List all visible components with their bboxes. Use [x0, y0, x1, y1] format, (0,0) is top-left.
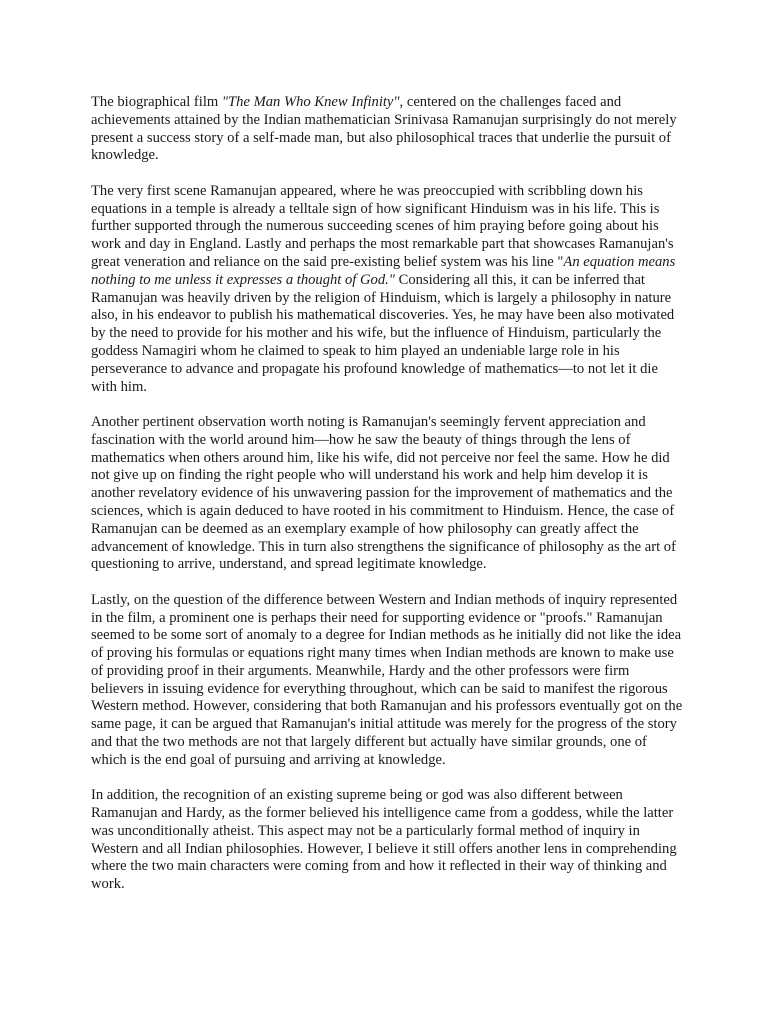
- paragraph-5: [91, 787, 683, 894]
- paragraph-1-text-a: The biographical film: [91, 94, 222, 110]
- paragraph-3: [91, 414, 683, 574]
- paragraph-4-text: Lastly, on the question of the difference between Western and Indian methods of inquiry represented in the film, a prominent one is perhaps their need for supporting evidence or "proofs." Ramanujan seemed to be some sort of anomaly to a degree for Indian methods as he initially did not like the idea of proving his formulas or equations right many times when Indian methods are known to make use of providing proof in their arguments. Meanwhile, Hardy and the other professors were firm believers in issuing evidence for everything throughout, which can be said to manifest the rigorous Western method. However, considering that both Ramanujan and his professors eventually got on the same page, it can be argued that Ramanujan's initial attitude was merely for the progress of the story and that the two methods are not that largely different but actually have similar grounds, one of which is the end goal of pursuing and arriving at knowledge.: [91, 591, 683, 768]
- paragraph-5-text: In addition, the recognition of an existing supreme being or god was also different between Ramanujan and Hardy, as the former believed his intelligence came from a goddess, while the latter was unconditionally atheist. This aspect may not be a particularly formal method of inquiry in Western and all Indian philosophies. However, I believe it still offers another lens in comprehending where the two main characters were coming from and how it reflected in their way of thinking and work.: [91, 787, 677, 893]
- paragraph-3-text: Another pertinent observation worth noting is Ramanujan's seemingly fervent appreciation and fascination with the world around him—how he saw the beauty of things through the lens of mathematics when others around him, like his wife, did not perceive nor feel the same. How he did not give up on finding the right people who will understand his work and help him develop it is another revelatory evidence of his unwavering passion for the improvement of mathematics and the sciences, which is again deduced to have rooted in his commitment to Hinduism. Hence, the case of Ramanujan can be deemed as an exemplary example of how philosophy can greatly affect the advancement of knowledge. This in turn also strengthens the significance of philosophy as the art of questioning to arrive, understand, and spread legitimate knowledge.: [91, 413, 676, 573]
- paragraph-2-text-b: Considering all this, it can be inferred that Ramanujan was heavily driven by the religion of Hinduism, which is largely a philosophy in nature also, in his endeavor to publish his mathematical discoveries. Yes, he may have been also motivated by the need to provide for his mother and his wife, but the influence of Hinduism, particularly the goddess Namagiri whom he claimed to speak to him played an undeniable large role in his perseverance to advance and propagate his profound knowledge of mathematics—to not let it die with him.: [91, 271, 675, 395]
- ramanujan-quote: An equation means nothing to me unless it expresses a thought of God.": [91, 253, 676, 288]
- paragraph-1: [91, 94, 683, 165]
- paragraph-2-text-a: The very first scene Ramanujan appeared, where he was preoccupied with scribbling down his equations in a temple is already a telltale sign of how significant Hinduism was in his life. This is further supported through the numerous succeeding scenes of him praying before going about his work and day in England. Lastly and perhaps the most remarkable part that showcases Ramanujan's great veneration and reliance on the said pre-existing belief system was his line ": [91, 182, 674, 270]
- document-page: [91, 94, 683, 912]
- paragraph-2: [91, 183, 683, 397]
- paragraph-4: [91, 592, 683, 770]
- paragraph-1-text-b: , centered on the challenges faced and achievements attained by the Indian mathematician Srinivasa Ramanujan surprisingly do not merely present a success story of a self-made man, but also philosophical traces that underlie the pursuit of knowledge.: [91, 94, 677, 164]
- film-title: "The Man Who Knew Infinity": [221, 94, 400, 110]
